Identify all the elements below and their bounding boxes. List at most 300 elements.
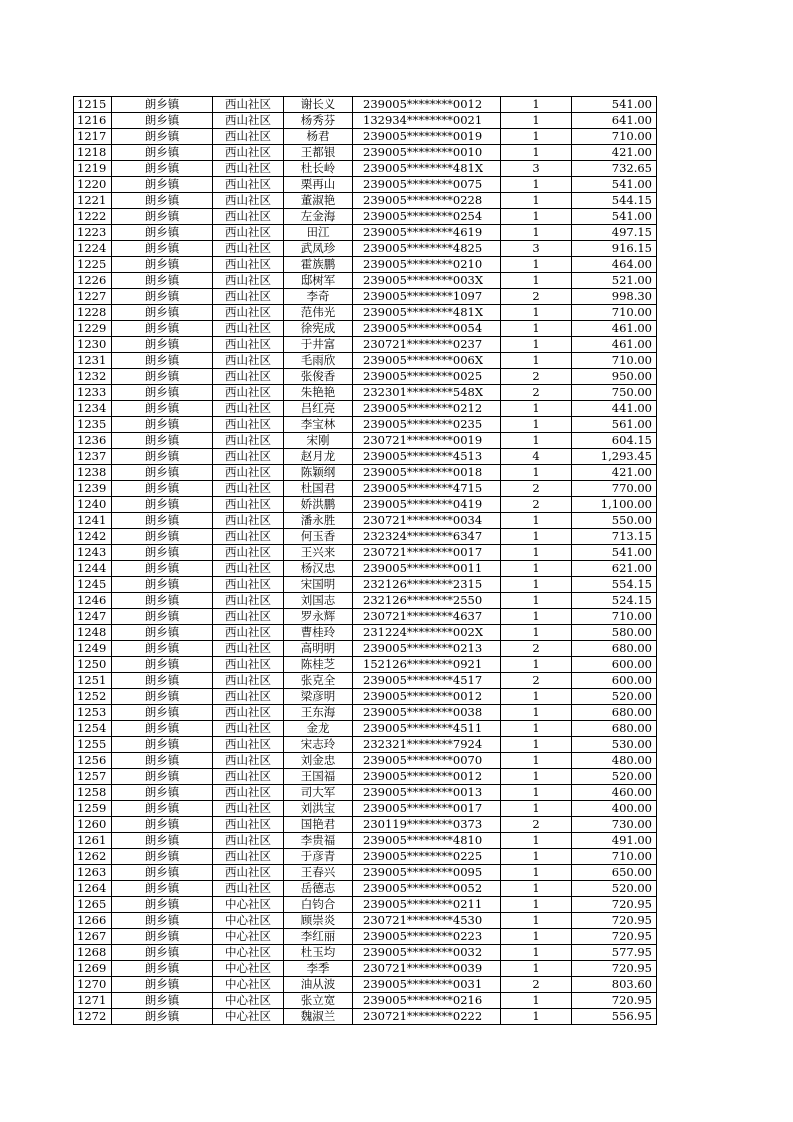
community-cell: 西山社区 bbox=[213, 817, 284, 833]
town-cell: 朗乡镇 bbox=[112, 801, 213, 817]
household-count-cell: 1 bbox=[501, 945, 572, 961]
household-count-cell: 2 bbox=[501, 641, 572, 657]
name-cell: 于井富 bbox=[284, 337, 353, 353]
table-row bbox=[74, 1009, 657, 1025]
row-number: 1269 bbox=[74, 961, 112, 977]
community-cell: 中心社区 bbox=[213, 897, 284, 913]
amount-cell: 441.00 bbox=[572, 401, 657, 417]
amount-cell: 998.30 bbox=[572, 289, 657, 305]
row-number: 1267 bbox=[74, 929, 112, 945]
amount-cell: 600.00 bbox=[572, 673, 657, 689]
amount-cell: 710.00 bbox=[572, 305, 657, 321]
id-number-cell: 239005********4619 bbox=[353, 225, 501, 241]
amount-cell: 556.95 bbox=[572, 1009, 657, 1025]
id-number-cell: 232321********7924 bbox=[353, 737, 501, 753]
amount-cell: 710.00 bbox=[572, 849, 657, 865]
row-number: 1249 bbox=[74, 641, 112, 657]
community-cell: 西山社区 bbox=[213, 273, 284, 289]
row-number: 1218 bbox=[74, 145, 112, 161]
row-number: 1255 bbox=[74, 737, 112, 753]
town-cell: 朗乡镇 bbox=[112, 209, 213, 225]
household-count-cell: 2 bbox=[501, 817, 572, 833]
household-count-cell: 1 bbox=[501, 593, 572, 609]
table-row bbox=[74, 289, 657, 305]
amount-cell: 577.95 bbox=[572, 945, 657, 961]
town-cell: 朗乡镇 bbox=[112, 705, 213, 721]
row-number: 1272 bbox=[74, 1009, 112, 1025]
row-number: 1256 bbox=[74, 753, 112, 769]
community-cell: 西山社区 bbox=[213, 305, 284, 321]
community-cell: 西山社区 bbox=[213, 785, 284, 801]
amount-cell: 650.00 bbox=[572, 865, 657, 881]
community-cell: 西山社区 bbox=[213, 257, 284, 273]
amount-cell: 541.00 bbox=[572, 545, 657, 561]
table-row bbox=[74, 273, 657, 289]
amount-cell: 750.00 bbox=[572, 385, 657, 401]
town-cell: 朗乡镇 bbox=[112, 817, 213, 833]
row-number: 1261 bbox=[74, 833, 112, 849]
name-cell: 魏淑兰 bbox=[284, 1009, 353, 1025]
amount-cell: 580.00 bbox=[572, 625, 657, 641]
community-cell: 西山社区 bbox=[213, 865, 284, 881]
id-number-cell: 239005********0032 bbox=[353, 945, 501, 961]
name-cell: 潘永胜 bbox=[284, 513, 353, 529]
town-cell: 朗乡镇 bbox=[112, 257, 213, 273]
id-number-cell: 239005********0213 bbox=[353, 641, 501, 657]
row-number: 1215 bbox=[74, 97, 112, 113]
table-row bbox=[74, 145, 657, 161]
table-row bbox=[74, 561, 657, 577]
household-count-cell: 1 bbox=[501, 513, 572, 529]
town-cell: 朗乡镇 bbox=[112, 385, 213, 401]
household-count-cell: 1 bbox=[501, 545, 572, 561]
amount-cell: 524.15 bbox=[572, 593, 657, 609]
records-table-body bbox=[74, 97, 657, 1025]
household-count-cell: 1 bbox=[501, 721, 572, 737]
name-cell: 陈桂芝 bbox=[284, 657, 353, 673]
table-row bbox=[74, 673, 657, 689]
amount-cell: 680.00 bbox=[572, 641, 657, 657]
table-row bbox=[74, 225, 657, 241]
town-cell: 朗乡镇 bbox=[112, 273, 213, 289]
name-cell: 杨汉忠 bbox=[284, 561, 353, 577]
household-count-cell: 1 bbox=[501, 753, 572, 769]
community-cell: 西山社区 bbox=[213, 673, 284, 689]
id-number-cell: 230721********0019 bbox=[353, 433, 501, 449]
id-number-cell: 232126********2550 bbox=[353, 593, 501, 609]
name-cell: 栗再山 bbox=[284, 177, 353, 193]
community-cell: 西山社区 bbox=[213, 193, 284, 209]
amount-cell: 710.00 bbox=[572, 129, 657, 145]
household-count-cell: 2 bbox=[501, 369, 572, 385]
community-cell: 西山社区 bbox=[213, 353, 284, 369]
name-cell: 田江 bbox=[284, 225, 353, 241]
town-cell: 朗乡镇 bbox=[112, 369, 213, 385]
row-number: 1220 bbox=[74, 177, 112, 193]
community-cell: 西山社区 bbox=[213, 337, 284, 353]
row-number: 1264 bbox=[74, 881, 112, 897]
table-row bbox=[74, 433, 657, 449]
household-count-cell: 1 bbox=[501, 689, 572, 705]
household-count-cell: 1 bbox=[501, 113, 572, 129]
row-number: 1242 bbox=[74, 529, 112, 545]
id-number-cell: 239005********0011 bbox=[353, 561, 501, 577]
community-cell: 西山社区 bbox=[213, 497, 284, 513]
table-row bbox=[74, 241, 657, 257]
community-cell: 西山社区 bbox=[213, 801, 284, 817]
row-number: 1262 bbox=[74, 849, 112, 865]
town-cell: 朗乡镇 bbox=[112, 849, 213, 865]
table-row bbox=[74, 785, 657, 801]
table-row bbox=[74, 513, 657, 529]
town-cell: 朗乡镇 bbox=[112, 865, 213, 881]
town-cell: 朗乡镇 bbox=[112, 577, 213, 593]
town-cell: 朗乡镇 bbox=[112, 497, 213, 513]
household-count-cell: 1 bbox=[501, 417, 572, 433]
id-number-cell: 239005********0235 bbox=[353, 417, 501, 433]
table-row bbox=[74, 737, 657, 753]
amount-cell: 541.00 bbox=[572, 177, 657, 193]
name-cell: 于彦青 bbox=[284, 849, 353, 865]
household-count-cell: 2 bbox=[501, 385, 572, 401]
table-row bbox=[74, 753, 657, 769]
id-number-cell: 230721********0017 bbox=[353, 545, 501, 561]
name-cell: 张克全 bbox=[284, 673, 353, 689]
row-number: 1227 bbox=[74, 289, 112, 305]
household-count-cell: 1 bbox=[501, 833, 572, 849]
name-cell: 国艳君 bbox=[284, 817, 353, 833]
town-cell: 朗乡镇 bbox=[112, 449, 213, 465]
id-number-cell: 239005********0019 bbox=[353, 129, 501, 145]
row-number: 1253 bbox=[74, 705, 112, 721]
community-cell: 中心社区 bbox=[213, 929, 284, 945]
town-cell: 朗乡镇 bbox=[112, 225, 213, 241]
community-cell: 西山社区 bbox=[213, 465, 284, 481]
id-number-cell: 230119********0373 bbox=[353, 817, 501, 833]
amount-cell: 680.00 bbox=[572, 721, 657, 737]
amount-cell: 803.60 bbox=[572, 977, 657, 993]
name-cell: 李贵福 bbox=[284, 833, 353, 849]
household-count-cell: 1 bbox=[501, 433, 572, 449]
household-count-cell: 1 bbox=[501, 337, 572, 353]
id-number-cell: 239005********4511 bbox=[353, 721, 501, 737]
town-cell: 朗乡镇 bbox=[112, 721, 213, 737]
amount-cell: 720.95 bbox=[572, 993, 657, 1009]
name-cell: 毛雨欣 bbox=[284, 353, 353, 369]
id-number-cell: 239005********0038 bbox=[353, 705, 501, 721]
community-cell: 西山社区 bbox=[213, 881, 284, 897]
town-cell: 朗乡镇 bbox=[112, 977, 213, 993]
amount-cell: 600.00 bbox=[572, 657, 657, 673]
name-cell: 张俊香 bbox=[284, 369, 353, 385]
row-number: 1223 bbox=[74, 225, 112, 241]
row-number: 1243 bbox=[74, 545, 112, 561]
table-row bbox=[74, 417, 657, 433]
amount-cell: 950.00 bbox=[572, 369, 657, 385]
household-count-cell: 1 bbox=[501, 849, 572, 865]
amount-cell: 561.00 bbox=[572, 417, 657, 433]
household-count-cell: 1 bbox=[501, 529, 572, 545]
household-count-cell: 1 bbox=[501, 1009, 572, 1025]
row-number: 1238 bbox=[74, 465, 112, 481]
id-number-cell: 239005********0010 bbox=[353, 145, 501, 161]
amount-cell: 541.00 bbox=[572, 97, 657, 113]
id-number-cell: 239005********481X bbox=[353, 161, 501, 177]
row-number: 1216 bbox=[74, 113, 112, 129]
amount-cell: 464.00 bbox=[572, 257, 657, 273]
table-row bbox=[74, 865, 657, 881]
household-count-cell: 1 bbox=[501, 897, 572, 913]
community-cell: 西山社区 bbox=[213, 209, 284, 225]
id-number-cell: 239005********0216 bbox=[353, 993, 501, 1009]
table-row bbox=[74, 657, 657, 673]
row-number: 1234 bbox=[74, 401, 112, 417]
name-cell: 董淑艳 bbox=[284, 193, 353, 209]
table-row bbox=[74, 577, 657, 593]
name-cell: 王兴来 bbox=[284, 545, 353, 561]
table-row bbox=[74, 689, 657, 705]
row-number: 1233 bbox=[74, 385, 112, 401]
town-cell: 朗乡镇 bbox=[112, 145, 213, 161]
household-count-cell: 1 bbox=[501, 769, 572, 785]
id-number-cell: 239005********4715 bbox=[353, 481, 501, 497]
amount-cell: 730.00 bbox=[572, 817, 657, 833]
community-cell: 西山社区 bbox=[213, 241, 284, 257]
row-number: 1226 bbox=[74, 273, 112, 289]
table-row bbox=[74, 849, 657, 865]
id-number-cell: 152126********0921 bbox=[353, 657, 501, 673]
household-count-cell: 1 bbox=[501, 353, 572, 369]
amount-cell: 544.15 bbox=[572, 193, 657, 209]
row-number: 1236 bbox=[74, 433, 112, 449]
id-number-cell: 239005********0211 bbox=[353, 897, 501, 913]
town-cell: 朗乡镇 bbox=[112, 609, 213, 625]
row-number: 1259 bbox=[74, 801, 112, 817]
id-number-cell: 239005********0012 bbox=[353, 689, 501, 705]
table-row bbox=[74, 465, 657, 481]
name-cell: 李季 bbox=[284, 961, 353, 977]
amount-cell: 1,100.00 bbox=[572, 497, 657, 513]
community-cell: 西山社区 bbox=[213, 161, 284, 177]
id-number-cell: 230721********0039 bbox=[353, 961, 501, 977]
row-number: 1246 bbox=[74, 593, 112, 609]
town-cell: 朗乡镇 bbox=[112, 161, 213, 177]
name-cell: 顾崇炎 bbox=[284, 913, 353, 929]
name-cell: 司大军 bbox=[284, 785, 353, 801]
household-count-cell: 2 bbox=[501, 497, 572, 513]
id-number-cell: 231224********002X bbox=[353, 625, 501, 641]
name-cell: 霍族鹏 bbox=[284, 257, 353, 273]
table-row bbox=[74, 321, 657, 337]
table-row bbox=[74, 625, 657, 641]
table-row bbox=[74, 593, 657, 609]
amount-cell: 680.00 bbox=[572, 705, 657, 721]
household-count-cell: 3 bbox=[501, 161, 572, 177]
town-cell: 朗乡镇 bbox=[112, 177, 213, 193]
row-number: 1252 bbox=[74, 689, 112, 705]
row-number: 1263 bbox=[74, 865, 112, 881]
table-row bbox=[74, 305, 657, 321]
household-count-cell: 1 bbox=[501, 785, 572, 801]
town-cell: 朗乡镇 bbox=[112, 289, 213, 305]
table-row bbox=[74, 913, 657, 929]
id-number-cell: 239005********0075 bbox=[353, 177, 501, 193]
town-cell: 朗乡镇 bbox=[112, 193, 213, 209]
community-cell: 西山社区 bbox=[213, 849, 284, 865]
town-cell: 朗乡镇 bbox=[112, 1009, 213, 1025]
household-count-cell: 1 bbox=[501, 321, 572, 337]
row-number: 1221 bbox=[74, 193, 112, 209]
row-number: 1222 bbox=[74, 209, 112, 225]
name-cell: 宋国明 bbox=[284, 577, 353, 593]
community-cell: 西山社区 bbox=[213, 657, 284, 673]
name-cell: 邸树军 bbox=[284, 273, 353, 289]
amount-cell: 916.15 bbox=[572, 241, 657, 257]
name-cell: 杜国君 bbox=[284, 481, 353, 497]
household-count-cell: 1 bbox=[501, 865, 572, 881]
household-count-cell: 1 bbox=[501, 705, 572, 721]
household-count-cell: 2 bbox=[501, 289, 572, 305]
name-cell: 油从波 bbox=[284, 977, 353, 993]
household-count-cell: 1 bbox=[501, 273, 572, 289]
community-cell: 西山社区 bbox=[213, 545, 284, 561]
household-count-cell: 1 bbox=[501, 625, 572, 641]
amount-cell: 713.15 bbox=[572, 529, 657, 545]
household-count-cell: 1 bbox=[501, 305, 572, 321]
id-number-cell: 239005********0228 bbox=[353, 193, 501, 209]
name-cell: 刘金忠 bbox=[284, 753, 353, 769]
table-row bbox=[74, 721, 657, 737]
community-cell: 西山社区 bbox=[213, 225, 284, 241]
town-cell: 朗乡镇 bbox=[112, 641, 213, 657]
community-cell: 西山社区 bbox=[213, 689, 284, 705]
town-cell: 朗乡镇 bbox=[112, 593, 213, 609]
town-cell: 朗乡镇 bbox=[112, 97, 213, 113]
name-cell: 王东海 bbox=[284, 705, 353, 721]
table-row bbox=[74, 177, 657, 193]
id-number-cell: 239005********0025 bbox=[353, 369, 501, 385]
town-cell: 朗乡镇 bbox=[112, 897, 213, 913]
row-number: 1247 bbox=[74, 609, 112, 625]
table-row bbox=[74, 801, 657, 817]
table-row bbox=[74, 881, 657, 897]
amount-cell: 720.95 bbox=[572, 929, 657, 945]
id-number-cell: 239005********0254 bbox=[353, 209, 501, 225]
household-count-cell: 1 bbox=[501, 257, 572, 273]
household-count-cell: 1 bbox=[501, 209, 572, 225]
town-cell: 朗乡镇 bbox=[112, 113, 213, 129]
row-number: 1240 bbox=[74, 497, 112, 513]
id-number-cell: 230721********0237 bbox=[353, 337, 501, 353]
community-cell: 西山社区 bbox=[213, 113, 284, 129]
name-cell: 谢长义 bbox=[284, 97, 353, 113]
id-number-cell: 239005********4513 bbox=[353, 449, 501, 465]
amount-cell: 1,293.45 bbox=[572, 449, 657, 465]
row-number: 1225 bbox=[74, 257, 112, 273]
community-cell: 西山社区 bbox=[213, 705, 284, 721]
household-count-cell: 1 bbox=[501, 961, 572, 977]
amount-cell: 710.00 bbox=[572, 353, 657, 369]
table-row bbox=[74, 369, 657, 385]
table-row bbox=[74, 817, 657, 833]
amount-cell: 421.00 bbox=[572, 465, 657, 481]
amount-cell: 460.00 bbox=[572, 785, 657, 801]
name-cell: 娇洪鹏 bbox=[284, 497, 353, 513]
community-cell: 西山社区 bbox=[213, 289, 284, 305]
household-count-cell: 1 bbox=[501, 577, 572, 593]
id-number-cell: 239005********0225 bbox=[353, 849, 501, 865]
name-cell: 朱艳艳 bbox=[284, 385, 353, 401]
table-row bbox=[74, 961, 657, 977]
name-cell: 杨君 bbox=[284, 129, 353, 145]
town-cell: 朗乡镇 bbox=[112, 465, 213, 481]
community-cell: 西山社区 bbox=[213, 417, 284, 433]
name-cell: 左金海 bbox=[284, 209, 353, 225]
amount-cell: 550.00 bbox=[572, 513, 657, 529]
amount-cell: 530.00 bbox=[572, 737, 657, 753]
amount-cell: 720.95 bbox=[572, 913, 657, 929]
row-number: 1237 bbox=[74, 449, 112, 465]
table-row bbox=[74, 609, 657, 625]
row-number: 1266 bbox=[74, 913, 112, 929]
row-number: 1219 bbox=[74, 161, 112, 177]
household-count-cell: 2 bbox=[501, 673, 572, 689]
community-cell: 西山社区 bbox=[213, 561, 284, 577]
amount-cell: 554.15 bbox=[572, 577, 657, 593]
id-number-cell: 239005********4825 bbox=[353, 241, 501, 257]
amount-cell: 710.00 bbox=[572, 609, 657, 625]
town-cell: 朗乡镇 bbox=[112, 401, 213, 417]
amount-cell: 461.00 bbox=[572, 337, 657, 353]
amount-cell: 770.00 bbox=[572, 481, 657, 497]
table-row bbox=[74, 497, 657, 513]
amount-cell: 480.00 bbox=[572, 753, 657, 769]
amount-cell: 720.95 bbox=[572, 897, 657, 913]
row-number: 1244 bbox=[74, 561, 112, 577]
town-cell: 朗乡镇 bbox=[112, 321, 213, 337]
town-cell: 朗乡镇 bbox=[112, 561, 213, 577]
table-row bbox=[74, 769, 657, 785]
amount-cell: 491.00 bbox=[572, 833, 657, 849]
name-cell: 罗永辉 bbox=[284, 609, 353, 625]
id-number-cell: 239005********0031 bbox=[353, 977, 501, 993]
name-cell: 高明明 bbox=[284, 641, 353, 657]
id-number-cell: 239005********0013 bbox=[353, 785, 501, 801]
name-cell: 范伟光 bbox=[284, 305, 353, 321]
row-number: 1268 bbox=[74, 945, 112, 961]
id-number-cell: 239005********0070 bbox=[353, 753, 501, 769]
household-count-cell: 2 bbox=[501, 481, 572, 497]
table-row bbox=[74, 385, 657, 401]
amount-cell: 497.15 bbox=[572, 225, 657, 241]
id-number-cell: 232301********548X bbox=[353, 385, 501, 401]
row-number: 1231 bbox=[74, 353, 112, 369]
community-cell: 中心社区 bbox=[213, 913, 284, 929]
table-row bbox=[74, 993, 657, 1009]
name-cell: 李红丽 bbox=[284, 929, 353, 945]
town-cell: 朗乡镇 bbox=[112, 785, 213, 801]
row-number: 1271 bbox=[74, 993, 112, 1009]
id-number-cell: 239005********0223 bbox=[353, 929, 501, 945]
table-row bbox=[74, 129, 657, 145]
household-count-cell: 1 bbox=[501, 401, 572, 417]
amount-cell: 520.00 bbox=[572, 881, 657, 897]
name-cell: 金龙 bbox=[284, 721, 353, 737]
name-cell: 吕红亮 bbox=[284, 401, 353, 417]
community-cell: 中心社区 bbox=[213, 977, 284, 993]
community-cell: 西山社区 bbox=[213, 769, 284, 785]
name-cell: 刘洪宝 bbox=[284, 801, 353, 817]
